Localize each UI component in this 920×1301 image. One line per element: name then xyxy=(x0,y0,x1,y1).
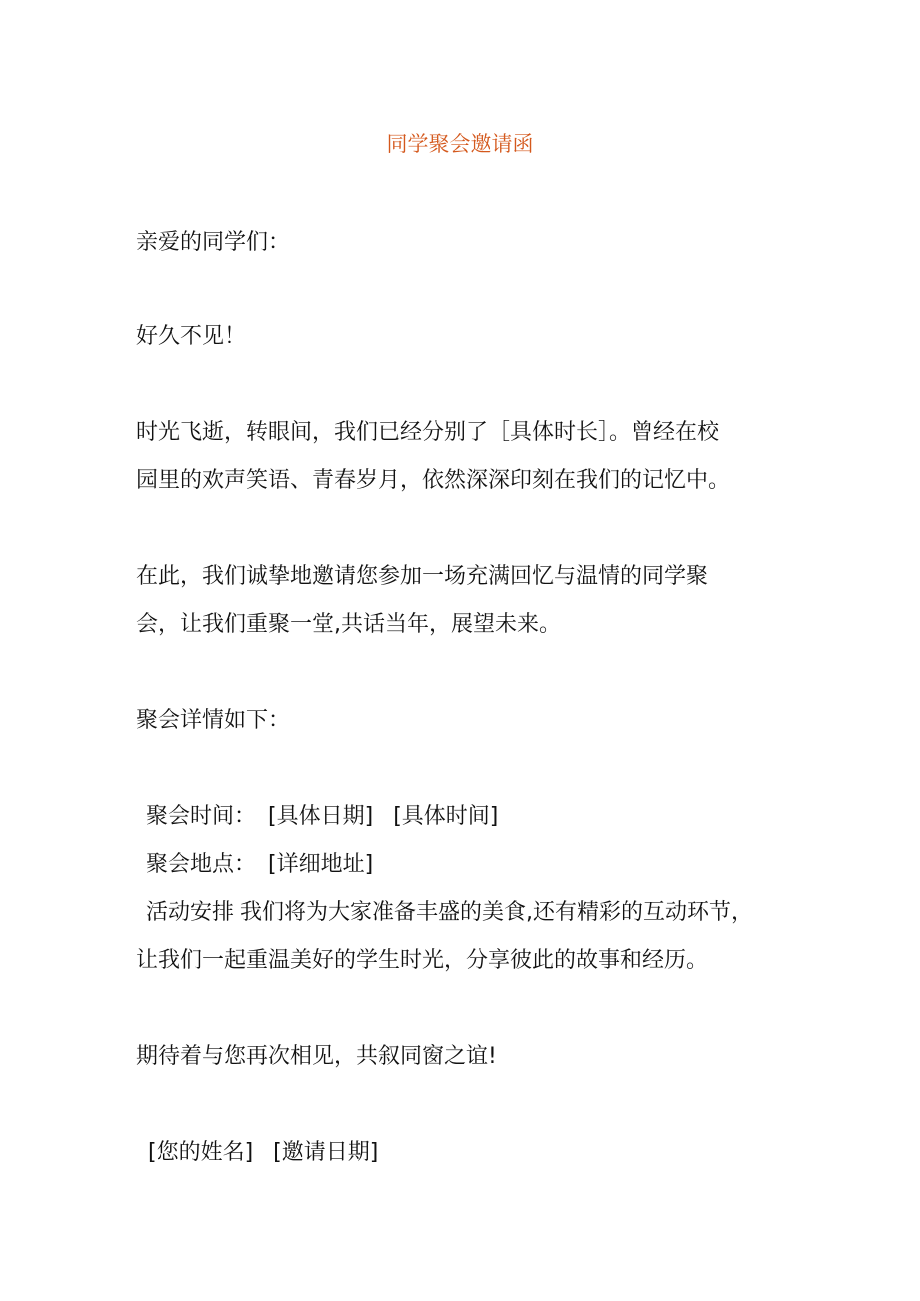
paragraph-2-line-1: 在此，我们诚挚地邀请您参加一场充满回忆与温情的同学聚 xyxy=(136,564,709,589)
detail-location-row xyxy=(146,848,373,882)
closing-line: 期待着与您再次相见，共叙同窗之谊! xyxy=(136,1044,497,1069)
date-value: [具体日期] xyxy=(268,804,374,829)
details-heading: 聚会详情如下： xyxy=(136,708,291,733)
signature-row xyxy=(148,1136,378,1170)
paragraph-1-line-2: 园里的欢声笑语、青春岁月，依然深深印刻在我们的记忆中。 xyxy=(136,468,731,493)
salutation: 亲爱的同学们： xyxy=(136,230,291,255)
paragraph-2-line-2: 会，让我们重聚一堂,共话当年，展望未来。 xyxy=(136,612,561,637)
sender-name: [您的姓名] xyxy=(148,1140,254,1165)
activity-label: 活动安排 xyxy=(146,900,235,925)
location-value: [详细地址] xyxy=(268,852,374,877)
time-value: [具体时间] xyxy=(393,804,499,829)
location-label: 聚会地点： xyxy=(146,852,257,877)
detail-time-row xyxy=(146,800,498,834)
activity-line-2: 让我们一起重温美好的学生时光，分享彼此的故事和经历。 xyxy=(136,948,709,973)
invite-date: [邀请日期] xyxy=(273,1140,379,1165)
activity-line-1: 我们将为大家准备丰盛的美食,还有精彩的互动环节， xyxy=(240,900,754,925)
greeting: 好久不见！ xyxy=(136,324,247,349)
document-title: 同学聚会邀请函 xyxy=(386,132,534,156)
detail-activity-row xyxy=(146,896,753,930)
paragraph-1-line-1: 时光飞逝，转眼间，我们已经分别了［具体时长］。曾经在校 xyxy=(136,420,720,445)
time-label: 聚会时间： xyxy=(146,804,257,829)
